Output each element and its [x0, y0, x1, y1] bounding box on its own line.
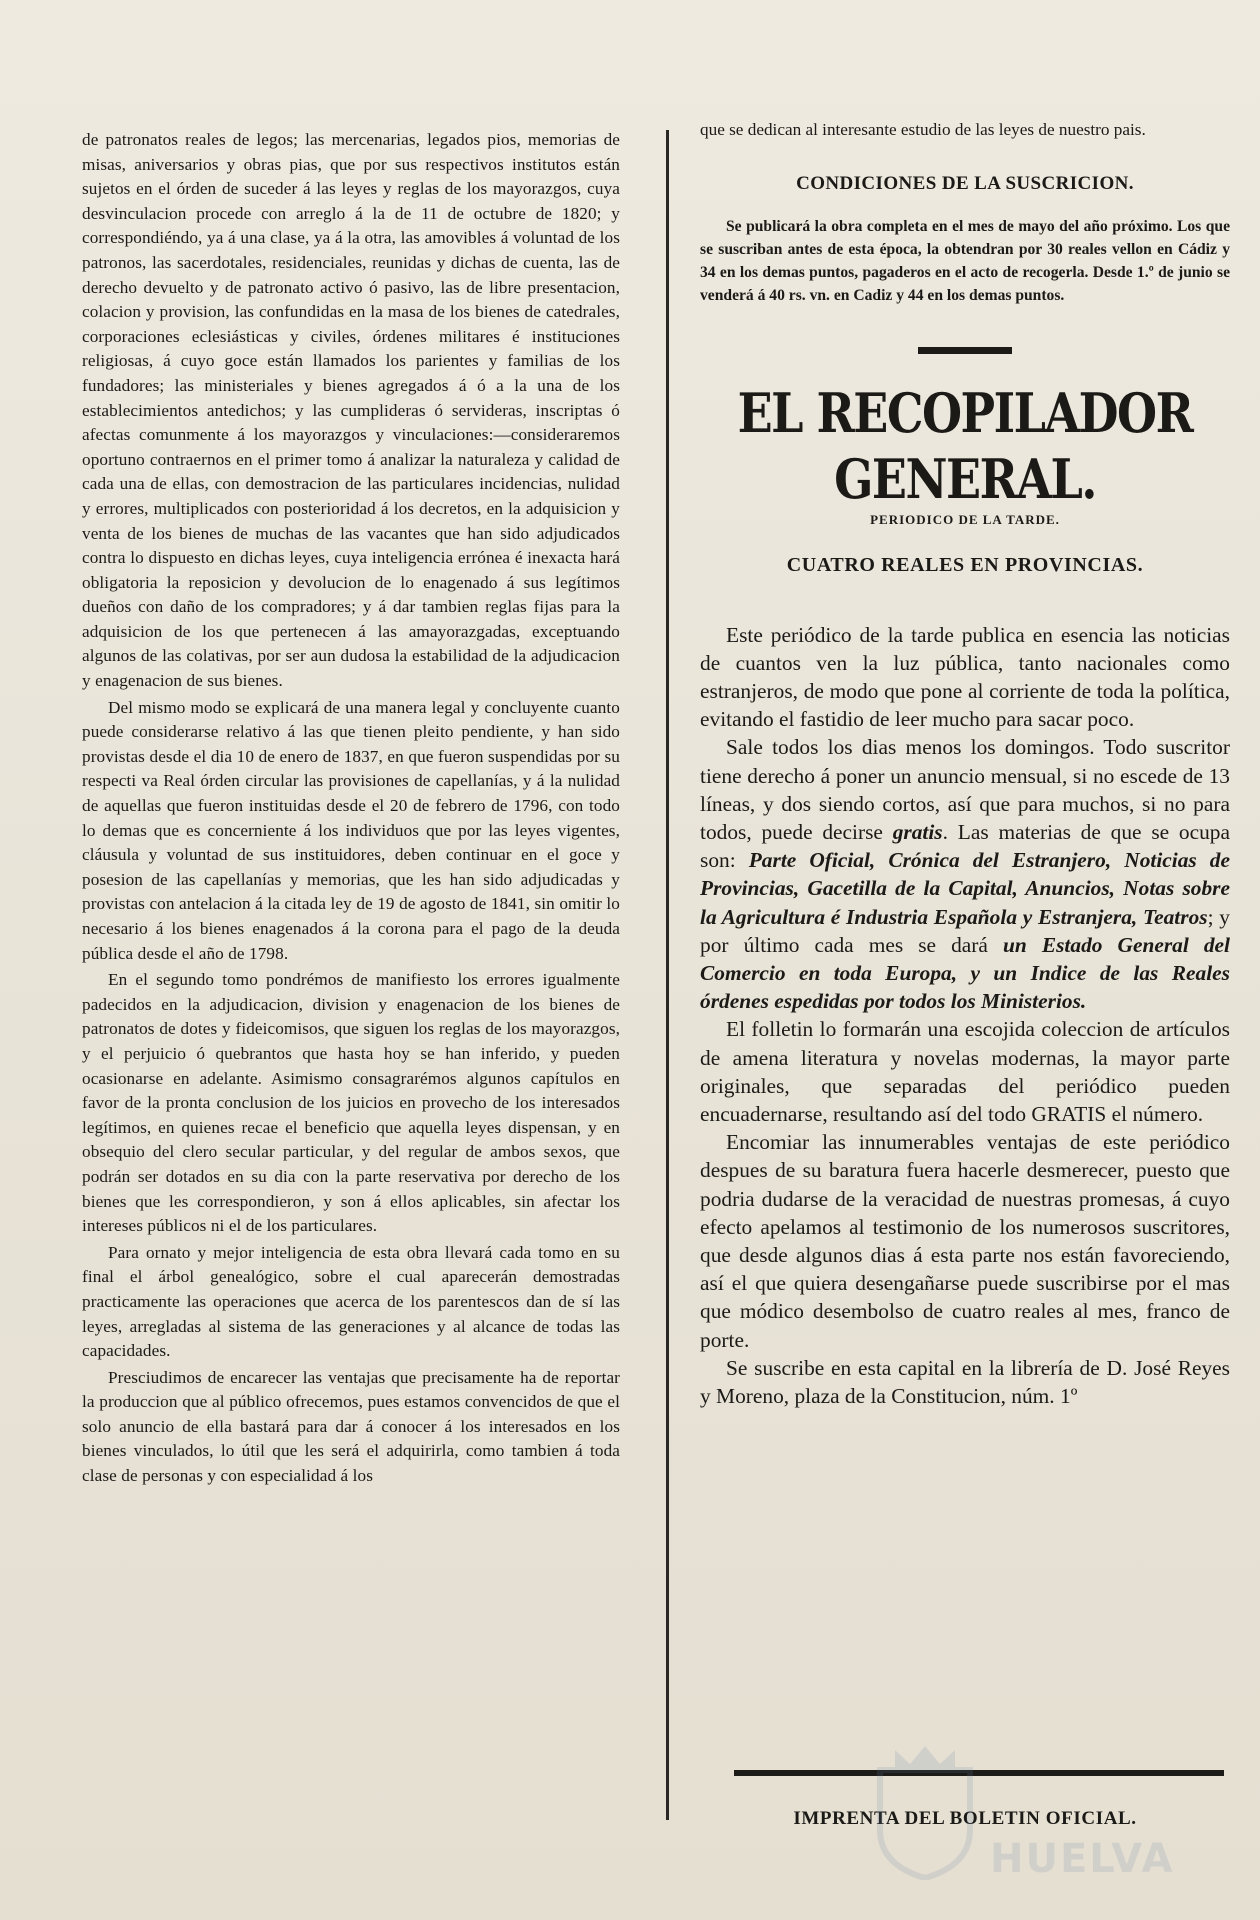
left-paragraph-3: En el segundo tomo pondrémos de manifiesto los errores igualmente padecidos en la adjudicacion, division y enagenacion de los bienes de patronatos de dotes y fideicomisos, que siguen los reglas de los mayorazgos, y el perjuicio ó quebrantos que hasta hoy se han inferido, y pueden ocasionarse en adelante. Asimismo consagrarémos algunos capítulos en favor de la pronta conclusion de los juicios en provecho de los interesados legítimos, en quienes recae el beneficio que aquella leyes dispensan, y en obsequio del clero secular particular, y del regular de ambos sexos, que podrán ser dotados en su dia con la parte reservativa por derecho de los bienes que les correspondieron, y son á ellos aplicables, sin afectar los intereses públicos ni el de los particulares.	[82, 970, 620, 1236]
ad-p2-text-a: Sale todos los dias menos los domingos. Todo suscritor tiene derecho á poner un anuncio mensual, si no escede de 13 líneas, y dos siendo cortos, así que para muchos, si no para todos, puede decirse	[700, 735, 1230, 845]
separator-rule	[918, 347, 1012, 354]
left-paragraph-4: Para ornato y mejor inteligencia de esta obra llevará cada tomo en su final el árbol genealógico, sobre el cual aparecerán demostradas practicamente las operaciones que acerca de los parentescos dan de sí las leyes, arregladas al sistema de las generaciones y al alcance de todas las capacidades.	[82, 1242, 620, 1361]
ad-p2-gratis: gratis	[892, 820, 943, 845]
right-text-column	[700, 118, 1230, 1410]
left-text-column	[82, 128, 620, 1489]
conditions-heading: CONDICIONES DE LA SUSCRICION.	[796, 172, 1134, 194]
printer-imprint: IMPRENTA DEL BOLETIN OFICIAL.	[793, 1808, 1137, 1829]
ad-paragraph-5: Se suscribe en esta capital en la librería de D. José Reyes y Moreno, plaza de la Constitucion, núm. 1º	[700, 1355, 1230, 1409]
left-paragraph-5: Presciudimos de encarecer las ventajas que precisamente ha de reportar la produccion que al público ofrecemos, pues estamos convencidos de que el solo anuncio de ella bastará para dar á conocer á los interesados en los bienes vinculados, lo útil que les será el adquirirla, como tambien á toda clase de personas y con especialidad á los	[82, 1367, 620, 1486]
ad-p2-text-c: ; y por último cada mes se dará	[700, 904, 1230, 957]
price-line: CUATRO REALES EN PROVINCIAS.	[786, 553, 1144, 576]
newspaper-masthead: EL RECOPILADOR GENERAL.	[737, 380, 1193, 511]
ad-paragraph-2	[700, 733, 1230, 1015]
ad-paragraph-1: Este periódico de la tarde publica en esencia las noticias de cuantos ven la luz pública, tanto nacionales como estranjeros, de modo que pone al corriente de toda la política, evitando el fastidio de leer mucho para sacar poco.	[700, 622, 1230, 732]
ad-paragraph-4: Encomiar las innumerables ventajas de este periódico despues de su baratura fuera hacerle desmerecer, puesto que podria dudarse de la veracidad de nuestras promesas, á cuyo efecto apelamos al testimonio de los numerosos suscritores, que desde algunos dias á esta parte nos están favoreciendo, así el que quiera desengañarse puede suscribirse por el mas que módico desembolso de cuatro reales al mes, franco de porte.	[700, 1130, 1230, 1352]
watermark-text: HUELVA	[990, 1836, 1175, 1882]
continuation-text: que se dedican al interesante estudio de las leyes de nuestro pais.	[700, 120, 1146, 139]
ad-p2-text-b: . Las materias de que se ocupa son:	[700, 820, 1230, 873]
conditions-text: Se publicará la obra completa en el mes de mayo del año próximo. Los que se suscriban antes de esta época, la obtendran por 30 reales vellon en Cádiz y 34 en los demas puntos, pagaderos en el acto de recogerla. Desde 1.º de junio se venderá á 40 rs. vn. en Cadiz y 44 en los demas puntos.	[700, 217, 1230, 304]
ad-p2-estado: un Estado General del Comercio en toda Europa, y un Indice de las Reales órdenes espedidas por todos los Ministerios.	[700, 932, 1230, 1014]
archive-watermark	[870, 1740, 1200, 1890]
advertisement-body	[700, 621, 1230, 1411]
shield-icon	[870, 1740, 980, 1880]
left-paragraph-2: Del mismo modo se explicará de una manera legal y concluyente cuanto puede considerarse relativo á las que tienen pleito pendiente, y han sido provistas desde el dia 10 de enero de 1837, en que fueron suspendidas por su respecti va Real órden circular las provisiones de capellanías, y á la nulidad de aquellas que fueron instituidas desde el 20 de febrero de 1796, con todo lo demas que es concerniente á los individuos que por las leyes vigentes, cláusula y voluntad de sus instituidores, deben continuar en el goce y posesion de las capellanías y memorias, que les han sido adjudicadas y provistas con antelacion á la citada ley de 19 de agosto de 1841, sin omitir lo necesario á los bienes enagenados á la corona para el pago de la deuda pública desde el año de 1798.	[82, 697, 620, 963]
left-paragraph-1: de patronatos reales de legos; las mercenarias, legados pios, memorias de misas, aniversarios y obras pias, que por sus respectivos institutos están sujetos en el órden de suceder á las leyes y reglas de los mayorazgos, cuya desvinculacion procede con arreglo á la de 11 de octubre de 1820; y correspondiéndo, ya á una clase, ya á la otra, las amovibles á voluntad de los patronos, las sacerdotales, residenciales, reunidas y dichas de cuenta, las de derecho devuelto y de patronato activo ó pasivo, las de libre presentacion, colacion y provision, las confundidas en la masa de los bienes de catedrales, corporaciones eclesiásticas y civiles, órdenes militares é instituciones religiosas, á cuyo goce están llamados los parientes y familias de los fundadores; las ministeriales y bienes agregados á ó a la una de los establecimientos antedichos; y las cumplideras ó servideras, inscriptas ó afectas comunmente á los mayorazgos y vinculaciones:—consideraremos oportuno contraernos en el primer tomo á analizar la naturaleza y calidad de cada una de ellas, con demostracion de las particulares incidencias, nulidad y errores, multiplicados con posterioridad á los decretos, en la adquisicion y venta de los bienes de muchas de las vacantes que han sido adjudicados contra lo dispuesto en dichas leyes, cuya inteligencia errónea é inexacta hará obligatoria la reposicion y devolucion de lo enagenado á sus legítimos dueños con daño de los compradores; y á dar tambien reglas fijas para la adquisicion de los que pertenecen á las amayorazgadas, exceptuando algunos de las colativas, por ser aun dudosa la estabilidad de la adjudicacion y enagenacion de sus bienes.	[82, 130, 620, 691]
masthead-subtitle: PERIODICO DE LA TARDE.	[870, 511, 1060, 527]
ad-p2-sections: Parte Oficial, Crónica del Estranjero, Noticias de Provincias, Gacetilla de la Capital, Anuncios, Notas sobre la Agricultura é Industria Española y Estranjera, Teatros	[700, 848, 1230, 929]
column-divider	[666, 130, 669, 1820]
ad-paragraph-3: El folletin lo formarán una escojida coleccion de artículos de amena literatura y novelas modernas, la mayor parte originales, que separadas del periódico pueden encuadernarse, resultando así del todo GRATIS el número.	[700, 1017, 1230, 1127]
